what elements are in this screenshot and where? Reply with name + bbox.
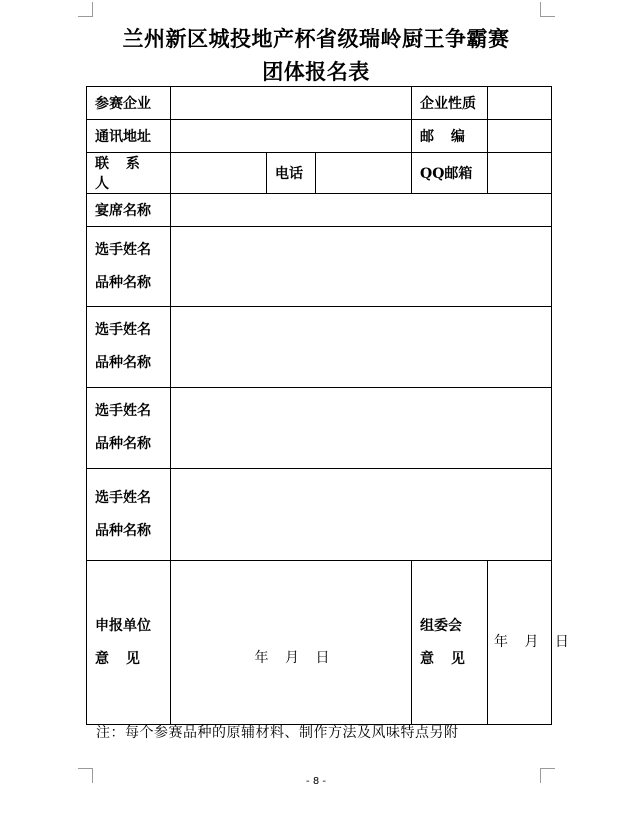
entry-labels [87, 307, 171, 388]
committee-opinion-date: 年 月 日 [494, 633, 575, 650]
unit-opinion-label-line1: 申报单位 [95, 617, 151, 634]
crop-mark-top-right [540, 2, 555, 17]
entry-field[interactable] [171, 469, 552, 561]
phone-label: 电话 [267, 153, 316, 194]
contact-field[interactable] [171, 153, 267, 194]
document-title: 兰州新区城投地产杯省级瑞岭厨王争霸赛 [122, 26, 510, 51]
unit-opinion-field[interactable] [171, 561, 412, 725]
entry-row [87, 469, 552, 561]
player-name-label: 选手姓名 [95, 489, 151, 506]
company-label: 参赛企业 [87, 87, 171, 120]
entry-row [87, 307, 552, 388]
row-opinions [87, 561, 552, 725]
committee-opinion-label-line1: 组委会 [420, 617, 462, 634]
entry-row [87, 227, 552, 307]
player-name-label: 选手姓名 [95, 403, 151, 419]
player-name-label: 选手姓名 [95, 322, 151, 338]
player-name-label: 选手姓名 [95, 241, 151, 258]
entry-field[interactable] [171, 307, 552, 388]
unit-opinion-label-line2: 意 见 [95, 650, 146, 667]
committee-opinion-label [412, 561, 488, 725]
contact-label: 联 系 人 [87, 153, 171, 194]
registration-form [86, 86, 575, 725]
qq-label: QQ邮箱 [412, 153, 488, 194]
dish-name-label: 品种名称 [95, 274, 151, 291]
address-field[interactable] [171, 120, 412, 153]
dish-name-label: 品种名称 [95, 522, 151, 539]
entry-field[interactable] [171, 388, 552, 469]
entry-field[interactable] [171, 227, 552, 307]
row-banquet [87, 194, 552, 227]
entry-labels [87, 469, 171, 561]
entry-labels [87, 227, 171, 307]
committee-opinion-label-line2: 意 见 [420, 650, 471, 667]
postcode-label: 邮 编 [412, 120, 488, 153]
banquet-field[interactable] [171, 194, 552, 227]
phone-field[interactable] [316, 153, 412, 194]
postcode-field[interactable] [488, 120, 552, 153]
row-company [87, 87, 552, 120]
row-address [87, 120, 552, 153]
qq-field[interactable] [488, 153, 552, 194]
dish-name-label: 品种名称 [95, 355, 151, 371]
page-number: - 8 - [306, 776, 326, 787]
unit-opinion-label [87, 561, 171, 725]
row-contact [87, 153, 552, 194]
dish-name-label: 品种名称 [95, 436, 151, 452]
nature-field[interactable] [488, 87, 552, 120]
company-field[interactable] [171, 87, 412, 120]
banquet-label: 宴席名称 [87, 194, 171, 227]
entry-labels [87, 388, 171, 469]
crop-mark-top-left [78, 2, 93, 17]
footnote: 注：每个参赛品种的原辅材料、制作方法及风味特点另附 [96, 725, 459, 741]
unit-opinion-date: 年 月 日 [254, 649, 336, 666]
entry-row [87, 388, 552, 469]
document-subtitle: 团体报名表 [262, 59, 370, 84]
nature-label: 企业性质 [412, 87, 488, 120]
address-label: 通讯地址 [87, 120, 171, 153]
committee-opinion-field[interactable] [488, 561, 575, 725]
